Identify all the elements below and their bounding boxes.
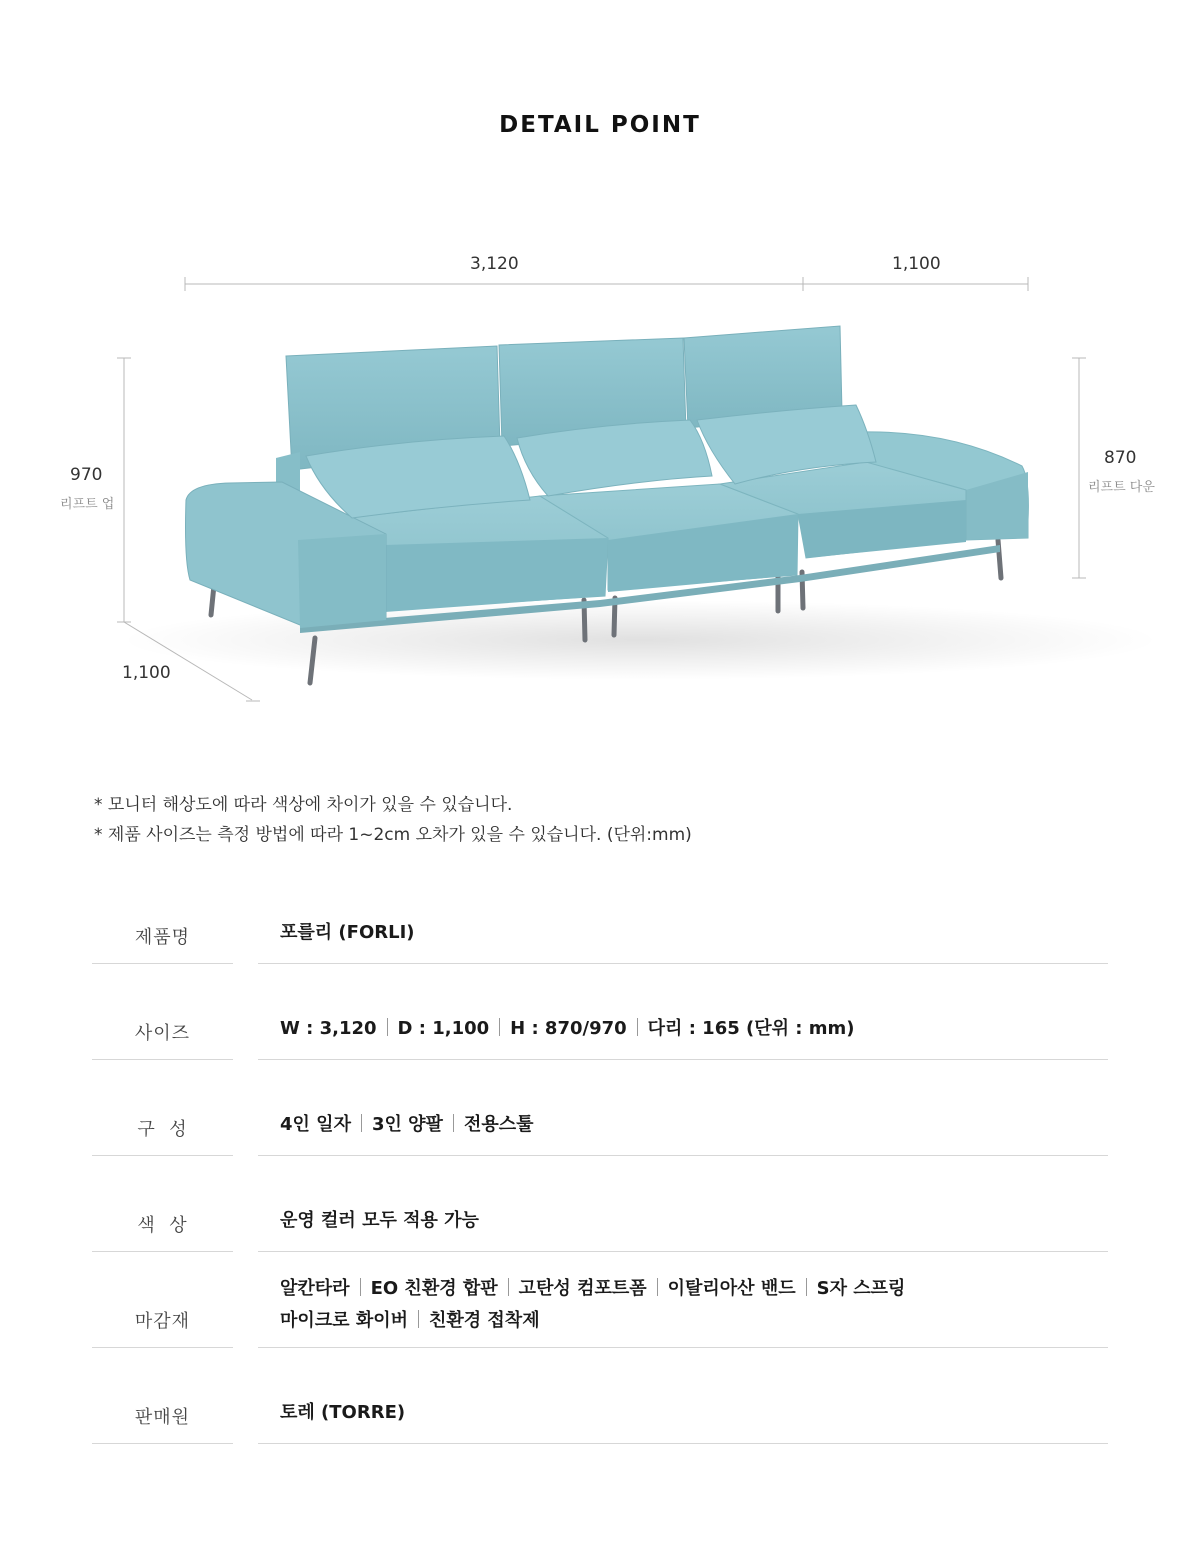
separator [657, 1278, 658, 1296]
separator [637, 1018, 638, 1036]
separator [361, 1114, 362, 1132]
spec-value: 운영 컬러 모두 적용 가능 [280, 1210, 479, 1231]
spec-label: 판매원 [134, 1407, 191, 1428]
notes [94, 790, 692, 850]
spec-row-color [92, 1156, 1108, 1252]
spec-row-size [92, 964, 1108, 1060]
spec-label: 사이즈 [134, 1023, 191, 1044]
separator [508, 1278, 509, 1296]
spec-label: 구 성 [137, 1119, 188, 1140]
separator [499, 1018, 500, 1036]
dimension-height-down-label: 리프트 다운 [1088, 480, 1155, 495]
spec-label: 마감재 [134, 1311, 191, 1332]
separator [453, 1114, 454, 1132]
sofa-product-image [0, 240, 1200, 720]
dimension-height-up-label: 리프트 업 [60, 497, 115, 512]
spec-value: 토레 (TORRE) [280, 1402, 406, 1423]
spec-value: 알칸타라 EO 친환경 합판 고탄성 컴포트폼 이탈리아산 밴드 S자 스프링 마이크로 화이버 친환경 접착제 [280, 1278, 906, 1331]
spec-value: 4인 일자 3인 양팔 전용스툴 [280, 1114, 534, 1135]
spec-value: W : 3,120 D : 1,100 H : 870/970 다리 : 165 (단위 : mm) [280, 1018, 855, 1039]
dimension-height-up: 970 [70, 465, 103, 485]
dimension-width-side: 1,100 [892, 254, 941, 274]
spec-row-composition [92, 1060, 1108, 1156]
separator [360, 1278, 361, 1296]
spec-row-seller [92, 1348, 1108, 1444]
separator [418, 1310, 419, 1328]
spec-label: 색 상 [137, 1215, 188, 1236]
spec-row-materials [92, 1252, 1108, 1348]
spec-row-product-name [92, 868, 1108, 964]
dimension-width-main: 3,120 [470, 254, 519, 274]
dimension-height-down: 870 [1104, 448, 1137, 468]
dimension-depth: 1,100 [122, 663, 171, 683]
note-size: * 제품 사이즈는 측정 방법에 따라 1~2cm 오차가 있을 수 있습니다. (단위:mm) [94, 825, 692, 845]
separator [806, 1278, 807, 1296]
spec-label: 제품명 [134, 927, 191, 948]
note-color: * 모니터 해상도에 따라 색상에 차이가 있을 수 있습니다. [94, 795, 513, 815]
separator [387, 1018, 388, 1036]
spec-value: 포를리 (FORLI) [280, 922, 415, 943]
section-title: DETAIL POINT [499, 112, 701, 138]
